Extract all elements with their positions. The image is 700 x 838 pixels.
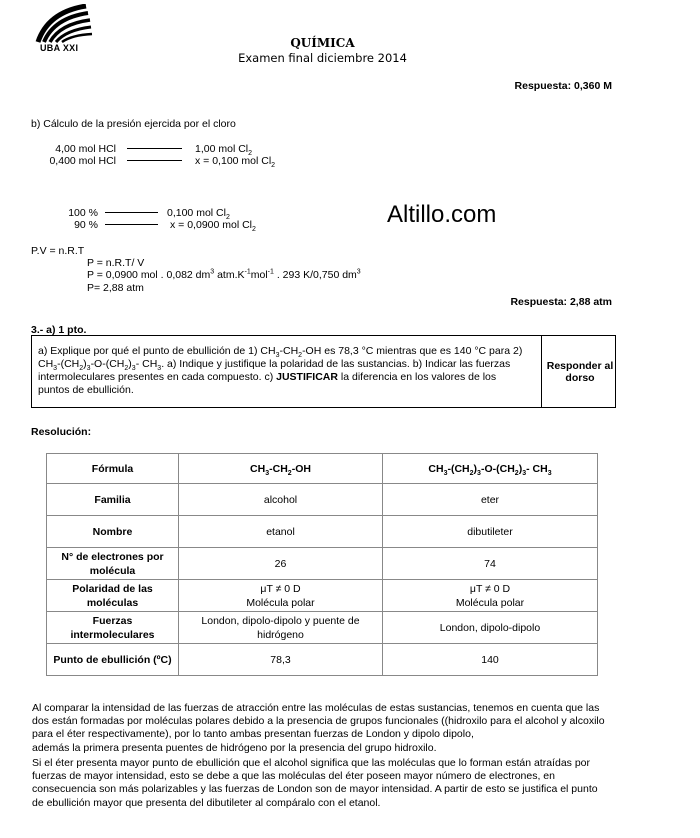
row-label: Polaridad de las moléculas — [47, 580, 179, 612]
answer-2: Respuesta: 2,88 atm — [510, 296, 612, 308]
equation-2: P = n.R.T/ V — [87, 257, 145, 269]
percent-2-left: 90 % — [74, 219, 98, 231]
table-row — [47, 548, 598, 580]
page-title: QUÍMICA — [290, 36, 355, 50]
paragraph-2: además la primera presenta puentes de hidrógeno por la presencia del grupo hidroxilo. — [32, 742, 437, 754]
cell-value: 140 — [383, 644, 598, 676]
cell-value: eter — [383, 484, 598, 516]
table-row — [47, 580, 598, 612]
ratio-2-line — [127, 160, 182, 161]
question-box — [31, 335, 616, 408]
table-row — [47, 644, 598, 676]
answer-1: Respuesta: 0,360 M — [514, 80, 612, 92]
row-label: N° de electrones por molécula — [47, 548, 179, 580]
answer-on-back-label: Responder al dorso — [541, 336, 618, 407]
percent-1-left: 100 % — [68, 207, 98, 219]
formula-ethanol: $CH_3-CH_2-OH$ — [179, 454, 383, 484]
cell-value: 78,3 — [179, 644, 383, 676]
ratio-2-right: x = 0,100 mol $Cl_2$ — [195, 155, 276, 170]
row-label: Familia — [47, 484, 179, 516]
percent-2-line — [105, 224, 158, 225]
cell-value: dibutileter — [383, 516, 598, 548]
cell-value: etanol — [179, 516, 383, 548]
logo-text: UBA XXI — [40, 43, 79, 53]
row-label: Fuerzas intermoleculares — [47, 612, 179, 644]
row-label: Nombre — [47, 516, 179, 548]
cell-value: μT ≠ 0 D Molécula polar — [179, 580, 383, 612]
row-label: Punto de ebullición (ºC) — [47, 644, 179, 676]
page-subtitle: Examen final diciembre 2014 — [238, 51, 407, 65]
equation-4: P= 2,88 atm — [87, 282, 144, 294]
ratio-1-left: 4,00 mol HCl — [55, 143, 116, 155]
percent-1-right: 0,100 mol $Cl_2$ — [167, 207, 230, 222]
question-3-heading: 3.- a) 1 pto. — [31, 324, 87, 336]
comparison-table — [46, 453, 598, 676]
resolution-heading: Resolución: — [31, 426, 92, 438]
formula-dibutylether: $CH_3-(CH_2)_3-O-(CH_2)_3-$ $CH_3$ — [383, 454, 598, 484]
paragraph-3: Si el éter presenta mayor punto de ebullición que el alcohol significa que las moléculas que lo forman están atraídas por fuerzas de mayor intensidad, esto se debe a que las moléculas del éter poseen mayor número de electrones, en consecuencia son más polarizables y las fuerzas de London son de mayor intensidad. A partir de esto se justifica el punto de ebullición mayor que presenta del dibutileter al compáralo con el etanol. — [32, 757, 598, 809]
question-text: a) Explique por qué el punto de ebullición de 1) $CH_3-CH_2-OH$ es 78,3 °C mientras que es 140 °C para 2) $CH_3-(CH_2)_3-O-(CH_2)_3-$ $CH_3$. a) Indique y justifique la polaridad de las sustancias. b) Indicar las fuerzas intermoleculares presentes en cada compuesto. c) JUSTIFICAR la diferencia en los valores de los puntos de ebullición. — [38, 345, 523, 396]
table-row — [47, 612, 598, 644]
cell-value: alcohol — [179, 484, 383, 516]
table-row — [47, 484, 598, 516]
ratio-2-left: 0,400 mol HCl — [49, 155, 116, 167]
cell-value: London, dipolo-dipolo — [383, 612, 598, 644]
header-formula: Fórmula — [47, 454, 179, 484]
percent-2-right: x = 0,0900 mol $Cl_2$ — [170, 219, 256, 234]
ratio-1-right: 1,00 mol $Cl_2$ — [195, 143, 253, 158]
table-row — [47, 516, 598, 548]
table-row — [47, 454, 598, 484]
cell-value: 26 — [179, 548, 383, 580]
equation-3: P = 0,0900 mol . 0,082 $dm^3$ $atm.K^{-1}mol^{-1}$ . 293 K/0,750 $dm^3$ — [87, 268, 361, 281]
cell-value: London, dipolo-dipolo y puente de hidrógeno — [179, 612, 383, 644]
cell-value: 74 — [383, 548, 598, 580]
cell-value: μT ≠ 0 D Molécula polar — [383, 580, 598, 612]
equation-1: P.V = n.R.T — [31, 245, 85, 257]
watermark: Altillo.com — [387, 201, 497, 228]
percent-1-line — [105, 212, 158, 213]
ratio-1-line — [127, 148, 182, 149]
part-b-heading: b) Cálculo de la presión ejercida por el cloro — [31, 118, 236, 130]
paragraph-1: Al comparar la intensidad de las fuerzas de atracción entre las moléculas de estas sustancias, tenemos en cuenta que las dos están formadas por moléculas polares debido a la presencia de grupos funcionales ((hidroxilo para el alcohol y alcoxilo para el éter respectivamente), por lo tanto ambas presentan fuerzas de London y dipolo dipolo, — [32, 702, 605, 741]
